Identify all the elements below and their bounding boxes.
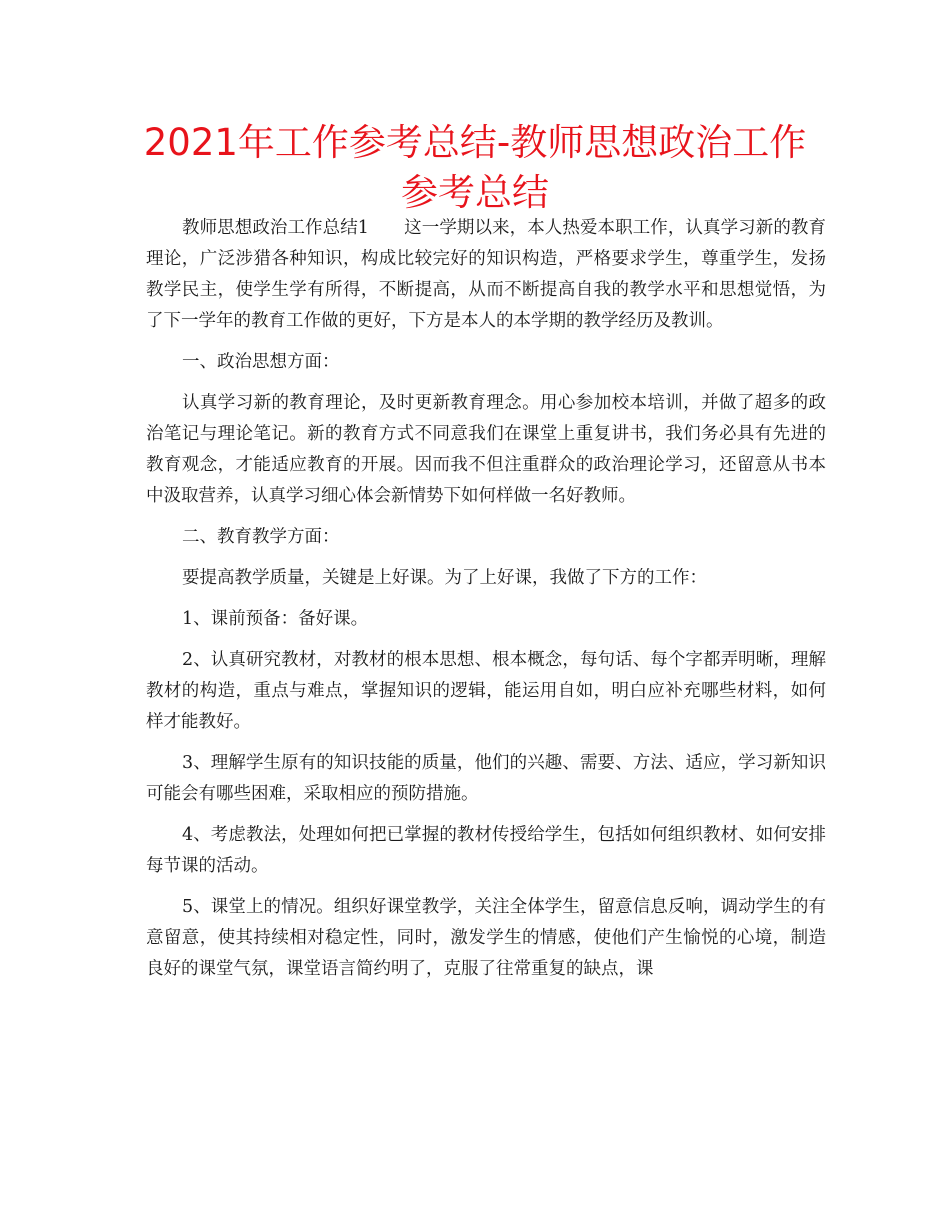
paragraph-teaching-intro: 要提高教学质量，关键是上好课。为了上好课，我做了下方的工作：	[182, 568, 707, 588]
list-item-4: 4、考虑教法，处理如何把已掌握的教材传授给学生，包括如何组织教材、如何安排每节课的活动。	[146, 825, 826, 876]
list-item-5: 5、课堂上的情况。组织好课堂教学，关注全体学生，留意信息反响，调动学生的有意留意，使其持续相对稳定性，同时，激发学生的情感，使他们产生愉悦的心境，制造良好的课堂气氛，课堂语言简约明了，克服了往常重复的缺点，课	[146, 897, 826, 979]
list-item-3: 3、理解学生原有的知识技能的质量，他们的兴趣、需要、方法、适应，学习新知识可能会有哪些困难，采取相应的预防措施。	[146, 753, 826, 804]
list-item-1: 1、课前预备：备好课。	[182, 609, 369, 629]
document-body	[146, 213, 826, 995]
document-title: 2021年工作参考总结-教师思想政治工作参考总结	[143, 121, 807, 214]
section-heading-politics: 一、政治思想方面：	[182, 352, 340, 372]
list-item-2: 2、认真研究教材，对教材的根本思想、根本概念，每句话、每个字都弄明晰，理解教材的构造，重点与难点，掌握知识的逻辑，能运用自如，明白应补充哪些材料，如何样才能教好。	[146, 650, 826, 732]
paragraph-intro: 教师思想政治工作总结1 这一学期以来，本人热爱本职工作，认真学习新的教育理论，广泛涉猎各种知识，构成比较完好的知识构造，严格要求学生，尊重学生，发扬教学民主，使学生学有所得，不断提高，从而不断提高自我的教学水平和思想觉悟，为了下一学年的教育工作做的更好，下方是本人的本学期的教学经历及教训。	[146, 218, 826, 331]
paragraph-politics: 认真学习新的教育理论，及时更新教育理念。用心参加校本培训，并做了超多的政治笔记与理论笔记。新的教育方式不同意我们在课堂上重复讲书，我们务必具有先进的教育观念，才能适应教育的开展。因而我不但注重群众的政治理论学习，还留意从书本中汲取营养，认真学习细心体会新情势下如何样做一名好教师。	[146, 393, 826, 506]
section-heading-teaching: 二、教育教学方面：	[182, 527, 340, 547]
